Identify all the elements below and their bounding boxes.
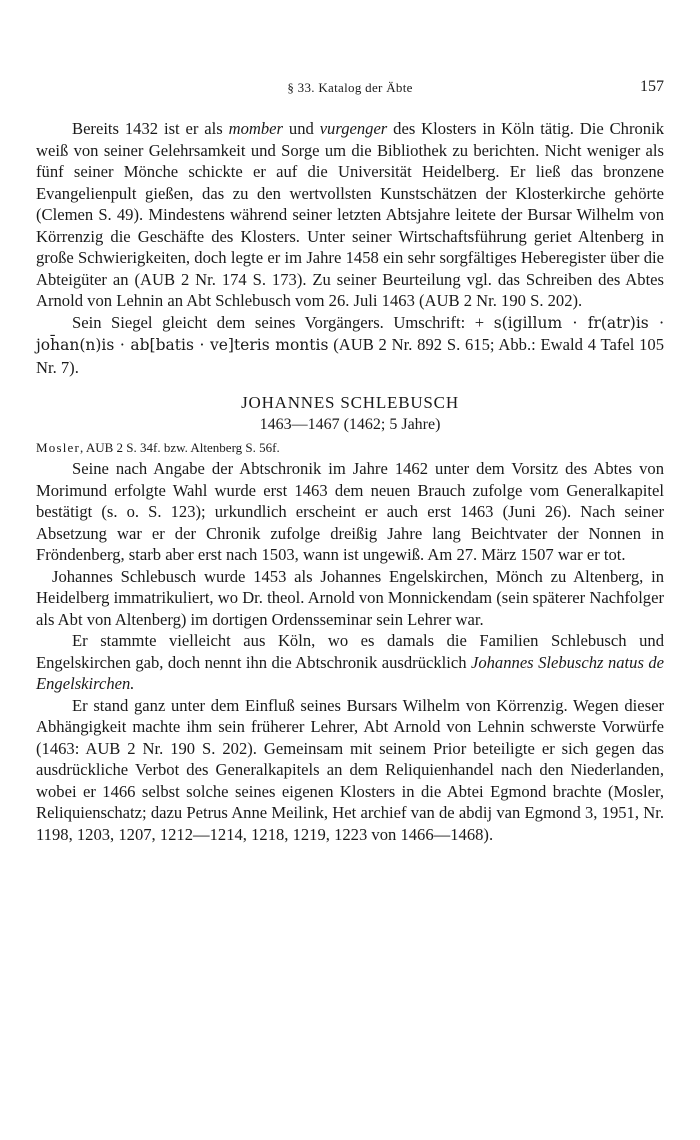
italic-term: vurgenger [319,119,388,138]
italic-term: momber [228,119,284,138]
source-author: Mosler [36,440,81,455]
page-number: 157 [640,78,664,95]
paragraph-4: Johannes Schlebusch wurde 1453 als Johannes Engelskirchen, Mönch zu Altenberg, in Heidelberg immatrikuliert, wo Dr. theol. Arnold von Monnickendam (sein späterer Nachfolger als Abt von Altenberg) im dortigen Ordensseminar sein Lehrer war. [36,566,664,629]
text-span: (AUB 2 Nr. 892 S. 615; Abb.: Ewald 4 Tafel 105 Nr. 7). [36,335,665,377]
text-span: Sein Siegel gleicht dem seines Vorgängers. Umschrift: + [72,312,494,332]
section-heading [36,392,664,436]
abbot-name: JOHANNES SCHLEBUSCH [241,393,459,412]
paragraph-3: Seine nach Angabe der Abtschronik im Jahre 1462 unter dem Vorsitz des Abtes von Morimund erfolgte Wahl wurde erst 1463 dem neuen Brauch zufolge vom Generalkapitel bestätigt (s. o. S. 123); urkundlich erscheint er auch erst 1463 (Juni 26). Nach seiner Absetzung war er der Chronik zufolge dreißig Jahre lang Beichtvater der Nonnen in Fröndenberg, starb aber erst nach 1503, wann ist ungewiß. Am 27. März 1507 war er tot. [36,459,664,564]
paragraph-5 [36,630,664,695]
paragraph-2 [36,312,664,379]
source-rest: , AUB 2 S. 34f. bzw. Altenberg S. 56f. [80,440,280,455]
paragraph-6: Er stand ganz unter dem Einfluß seines Bursars Wilhelm von Körrenzig. Wegen dieser Abhängigkeit machte ihm sein früherer Lehrer, Abt Arnold von Lehnin schwerste Vorwürfe (1463: AUB 2 Nr. 190 S. 202). Gemeinsam mit seinem Prior beteiligte er sich gegen das ausdrückliche Verbot des Generalkapitels an dem Reliquienhandel nach den Niederlanden, wobei er 1466 selbst solche seines eigenen Klosters in die Abtei Egmond brachte (Mosler, Reliquienschatz; dazu Petrus Anne Meilink, Het archief van de abdij van Egmond 3, 1951, Nr. 1198, 1203, 1207, 1212—1214, 1218, 1219, 1223 von 1466—1468). [36,695,664,844]
paragraph-1 [36,118,664,312]
running-head [36,80,664,100]
text-span: Bereits 1432 ist er als [72,119,229,138]
running-title: § 33. Katalog der Äbte [287,80,413,95]
source-line [36,438,664,458]
abbot-dates: 1463—1467 (1462; 5 Jahre) [259,416,441,433]
text-span: Er stammte vielleicht aus Köln, wo es damals die Familien Schlebusch und Engelskirchen gab, doch nennt ihn die Abtschronik ausdrücklich [36,631,664,672]
text-span: und [283,119,320,138]
text-span: des Klosters in Köln tätig. Die Chronik weiß von seiner Gelehrsamkeit und Sorge um die Bibliothek zu berichten. Nicht weniger als fünf seiner Mönche schickte er auf die Universität Heidelberg. Er ließ das bronzene Evangelienpult gießen, das zu den wertvollsten Kunstschätzen der Klosterkirche gehörte (Clemen S. 49). Mindestens während seiner letzten Abtsjahre leitete der Bursar Wilhelm von Körrenzig die Geschäfte des Klosters. Unter seiner Wirtschaftsführung geriet Altenberg in große Schwierigkeiten, doch legte er im Jahre 1458 ein sehr sorgfältiges Heberegister über die Abteigüter an (AUB 2 Nr. 174 S. 173). Zu seiner Beurteilung vgl. das Schreiben des Abtes Arnold von Lehnin an Abt Schlebusch vom 26. Juli 1463 (AUB 2 Nr. 190 S. 202). [36,119,664,310]
body-text [36,118,664,845]
italic-quote: Johannes Slebuschz natus de Engelskirchen. [36,652,664,693]
seal-inscription: s(igillum · fr(atr)is · joh̄an(n)is · ab[batis · ve]teris montis [36,313,664,354]
